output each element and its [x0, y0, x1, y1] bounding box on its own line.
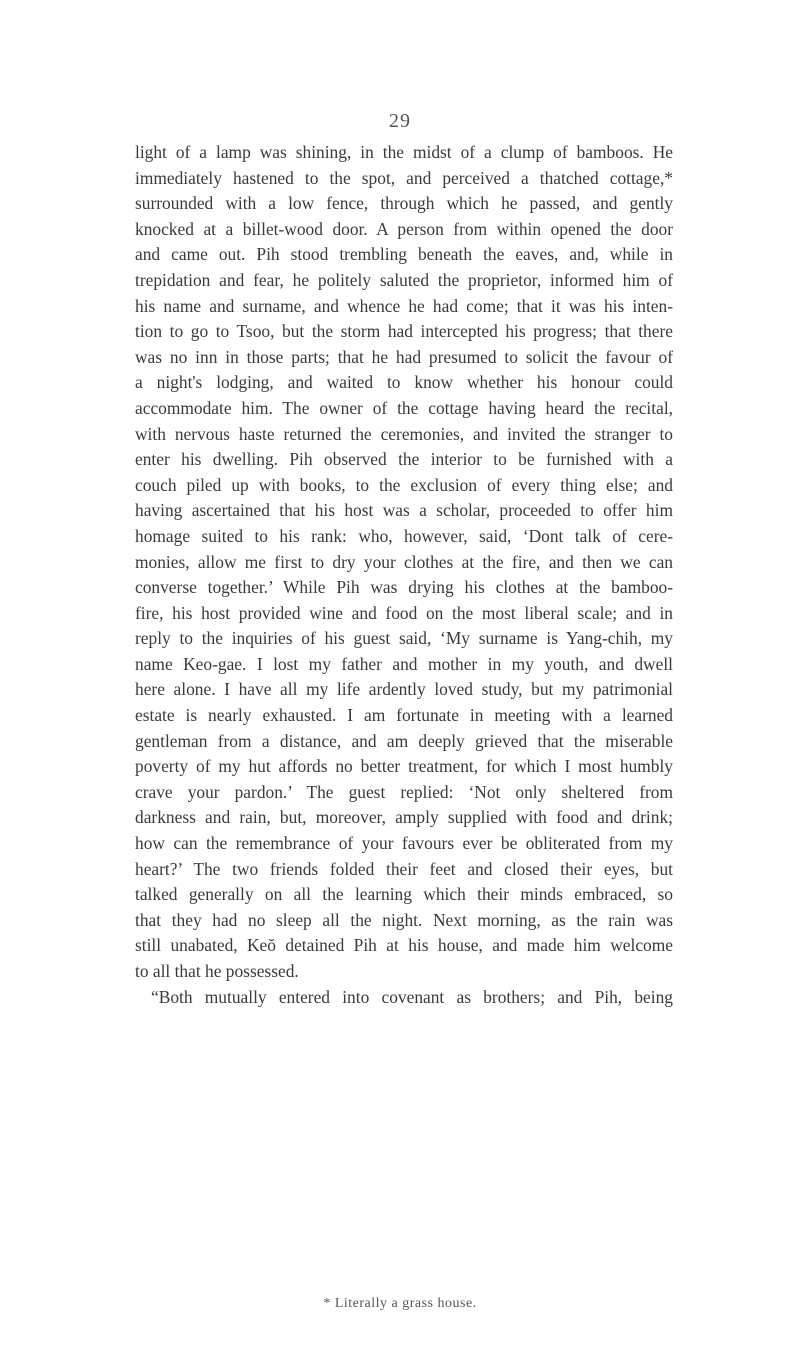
text-line: how can the remembrance of your favours ever be obliterated from my	[135, 833, 673, 854]
text-line: having ascertained that his host was a scholar, proceeded to offer him	[135, 500, 673, 521]
text-line: light of a lamp was shining, in the midst of a clump of bamboos. He	[135, 142, 673, 162]
footnote: * Literally a grass house.	[323, 1296, 477, 1311]
text-line: talked generally on all the learning which their minds embraced, so	[135, 884, 673, 905]
text-line: heart?’ The two friends folded their feet and closed their eyes, but	[135, 858, 673, 879]
text-line: converse together.’ While Pih was drying his clothes at the bamboo-	[135, 577, 673, 598]
text-line: estate is nearly exhausted. I am fortunate in meeting with a learned	[135, 705, 673, 726]
text-line: knocked at a billet-wood door. A person from within opened the door	[135, 218, 673, 239]
text-line: here alone. I have all my life ardently loved study, but my patrimonial	[135, 679, 673, 700]
text-line: with nervous haste returned the ceremonies, and invited the stranger to	[135, 423, 673, 444]
text-line: surrounded with a low fence, through which he passed, and gently	[135, 193, 673, 214]
text-line: was no inn in those parts; that he had presumed to solicit the favour of	[135, 346, 673, 367]
text-line: fire, his host provided wine and food on the most liberal scale; and in	[135, 602, 673, 623]
text-line: enter his dwelling. Pih observed the interior to be furnished with a	[135, 449, 673, 470]
text-line: accommodate him. The owner of the cottage having heard the recital,	[135, 397, 673, 418]
text-line: darkness and rain, but, moreover, amply supplied with food and drink;	[135, 807, 673, 828]
body-text	[135, 140, 673, 1010]
text-line: gentleman from a distance, and am deeply grieved that the miserable	[135, 730, 673, 751]
text-line: to all that he possessed.	[135, 961, 299, 981]
text-line: a night's lodging, and waited to know whether his honour could	[135, 372, 673, 393]
page-number: 29	[389, 110, 411, 132]
text-line: “Both mutually entered into covenant as brothers; and Pih, being	[151, 986, 673, 1007]
text-line: and came out. Pih stood trembling beneath the eaves, and, while in	[135, 244, 673, 265]
text-line: homage suited to his rank: who, however, said, ‘Dont talk of cere-	[135, 525, 673, 546]
text-line: reply to the inquiries of his guest said, ‘My surname is Yang-chih, my	[135, 628, 673, 649]
text-line: couch piled up with books, to the exclusion of every thing else; and	[135, 474, 673, 495]
text-line: still unabated, Keŏ detained Pih at his house, and made him welcome	[135, 935, 673, 956]
text-line: tion to go to Tsoo, but the storm had intercepted his progress; that there	[135, 321, 673, 342]
text-line: poverty of my hut affords no better treatment, for which I most humbly	[135, 756, 673, 777]
text-line: immediately hastened to the spot, and perceived a thatched cottage,*	[135, 167, 673, 188]
text-line: crave your pardon.’ The guest replied: ‘Not only sheltered from	[135, 781, 673, 802]
text-line: that they had no sleep all the night. Next morning, as the rain was	[135, 909, 673, 930]
text-line: his name and surname, and whence he had come; that it was his inten-	[135, 295, 673, 316]
text-line: trepidation and fear, he politely saluted the proprietor, informed him of	[135, 269, 673, 290]
text-line: name Keo-gae. I lost my father and mother in my youth, and dwell	[135, 653, 673, 674]
text-line: monies, allow me first to dry your clothes at the fire, and then we can	[135, 551, 673, 572]
